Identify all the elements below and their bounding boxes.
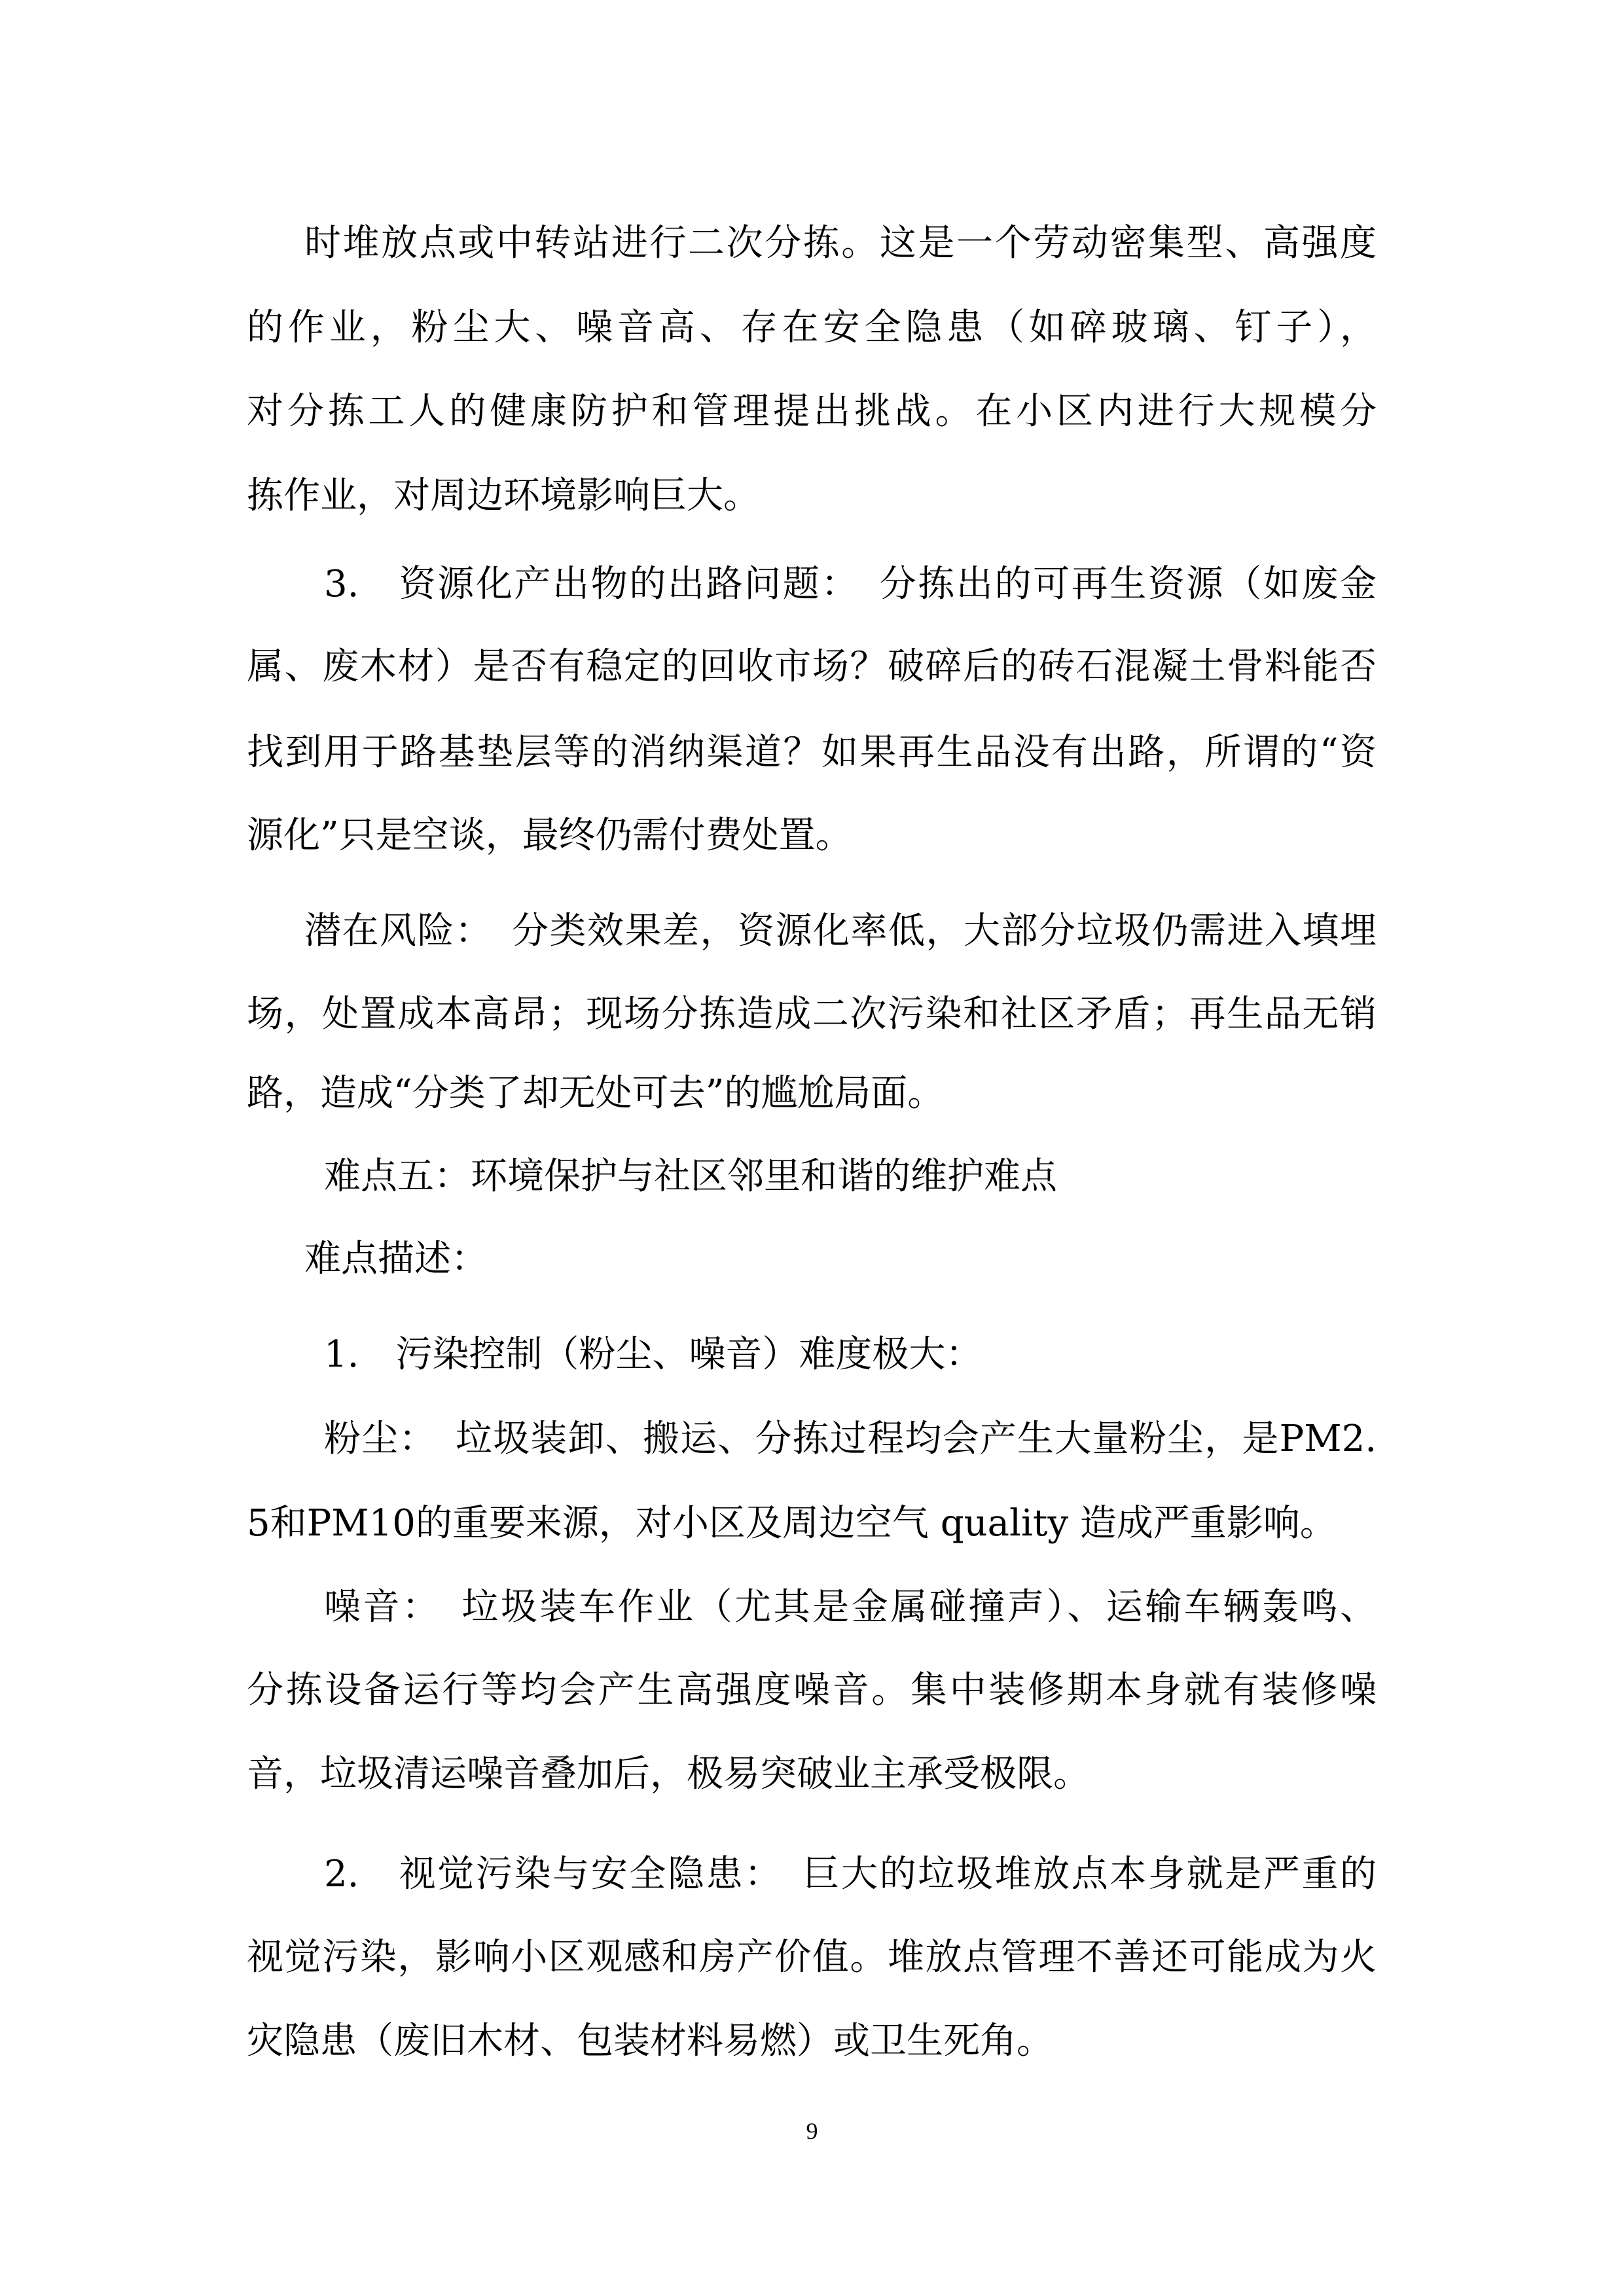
paragraph-line: 音，垃圾清运噪音叠加后，极易突破业主承受极限。 bbox=[247, 1753, 1090, 1795]
list-item-2-line: 2. 视觉污染与安全隐患： 巨大的垃圾堆放点本身就是严重的 bbox=[324, 1853, 1377, 1895]
paragraph-line: 的作业，粉尘大、噪音高、存在安全隐患（如碎玻璃、钉子）， bbox=[247, 306, 1377, 349]
dust-paragraph-line: 粉尘： 垃圾装卸、搬运、分拣过程均会产生大量粉尘，是PM2. bbox=[324, 1418, 1377, 1460]
list-item-1-heading: 1. 污染控制（粉尘、噪音）难度极大： bbox=[324, 1333, 983, 1376]
list-item-3-line: 3. 资源化产出物的出路问题： 分拣出的可再生资源（如废金 bbox=[324, 563, 1377, 605]
paragraph-line: 场，处置成本高昂；现场分拣造成二次污染和社区矛盾；再生品无销 bbox=[247, 993, 1377, 1035]
paragraph-line: 时堆放点或中转站进行二次分拣。这是一个劳动密集型、高强度 bbox=[304, 222, 1377, 264]
subheading-label: 难点描述： bbox=[304, 1238, 488, 1280]
paragraph-line: 灾隐患（废旧木材、包装材料易燃）或卫生死角。 bbox=[247, 2020, 1053, 2062]
paragraph-line: 对分拣工人的健康防护和管理提出挑战。在小区内进行大规模分 bbox=[247, 390, 1377, 433]
paragraph-line: 源化”只是空谈，最终仍需付费处置。 bbox=[247, 814, 852, 857]
paragraph-line: 分拣设备运行等均会产生高强度噪音。集中装修期本身就有装修噪 bbox=[247, 1669, 1377, 1712]
paragraph-line: 路，造成“分类了却无处可去”的尴尬局面。 bbox=[247, 1072, 945, 1115]
paragraph-line: 5和PM10的重要来源，对小区及周边空气 quality 造成严重影响。 bbox=[247, 1502, 1337, 1545]
risk-paragraph-line: 潜在风险： 分类效果差，资源化率低，大部分垃圾仍需进入填埋 bbox=[304, 910, 1377, 952]
section-heading: 难点五：环境保护与社区邻里和谐的维护难点 bbox=[324, 1155, 1057, 1198]
page-number: 9 bbox=[806, 2118, 818, 2144]
noise-paragraph-line: 噪音： 垃圾装车作业（尤其是金属碰撞声）、运输车辆轰鸣、 bbox=[324, 1586, 1377, 1628]
paragraph-line: 找到用于路基垫层等的消纳渠道？如果再生品没有出路，所谓的“资 bbox=[247, 731, 1377, 774]
paragraph-line: 视觉污染，影响小区观感和房产价值。堆放点管理不善还可能成为火 bbox=[247, 1936, 1377, 1979]
paragraph-line: 拣作业，对周边环境影响巨大。 bbox=[247, 475, 760, 517]
paragraph-line: 属、废木材）是否有稳定的回收市场？破碎后的砖石混凝土骨料能否 bbox=[247, 645, 1377, 688]
